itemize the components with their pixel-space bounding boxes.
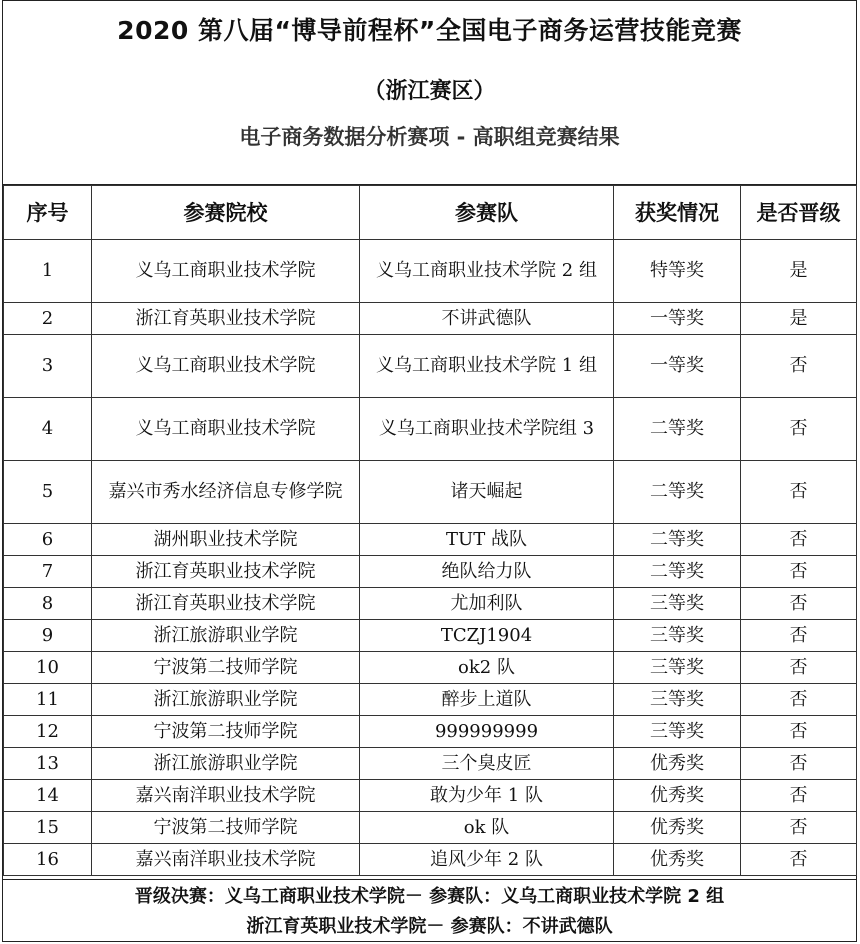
cell-no: 9 [4,620,92,652]
cell-advance: 否 [741,398,857,461]
advancement-line-1: 晋级决赛：义乌工商职业技术学院－ 参赛队：义乌工商职业技术学院 2 组 [134,886,725,907]
cell-school: 宁波第二技师学院 [92,652,360,684]
cell-no: 1 [4,240,92,303]
cell-team: 追风少年 2 队 [360,844,614,876]
cell-award: 三等奖 [614,716,741,748]
cell-advance: 否 [741,684,857,716]
cell-school: 浙江旅游职业学院 [92,748,360,780]
cell-advance: 否 [741,588,857,620]
cell-award: 优秀奖 [614,844,741,876]
cell-school: 宁波第二技师学院 [92,716,360,748]
cell-team: ok2 队 [360,652,614,684]
region-subtitle: （浙江赛区） [363,79,496,104]
cell-team: 敢为少年 1 队 [360,780,614,812]
table-body [4,240,857,876]
cell-no: 7 [4,556,92,588]
table-row [4,240,857,303]
cell-advance: 否 [741,652,857,684]
cell-school: 宁波第二技师学院 [92,812,360,844]
column-header-advance: 是否晋级 [741,186,857,240]
cell-school: 浙江育英职业技术学院 [92,556,360,588]
cell-award: 优秀奖 [614,780,741,812]
cell-advance: 是 [741,303,857,335]
cell-no: 6 [4,524,92,556]
cell-advance: 否 [741,556,857,588]
cell-school: 浙江育英职业技术学院 [92,588,360,620]
cell-school: 义乌工商职业技术学院 [92,398,360,461]
cell-school: 义乌工商职业技术学院 [92,335,360,398]
cell-advance: 否 [741,524,857,556]
cell-no: 8 [4,588,92,620]
cell-advance: 否 [741,844,857,876]
table-row [4,303,857,335]
results-sheet [2,0,857,942]
cell-team: 三个臭皮匠 [360,748,614,780]
cell-no: 3 [4,335,92,398]
cell-advance: 否 [741,461,857,524]
column-header-team: 参赛队 [360,186,614,240]
cell-no: 14 [4,780,92,812]
cell-advance: 否 [741,780,857,812]
table-row [4,588,857,620]
cell-award: 三等奖 [614,620,741,652]
cell-no: 16 [4,844,92,876]
cell-team: 999999999 [360,716,614,748]
cell-award: 三等奖 [614,652,741,684]
table-row [4,652,857,684]
table-row [4,812,857,844]
cell-school: 义乌工商职业技术学院 [92,240,360,303]
cell-team: 义乌工商职业技术学院组 3 [360,398,614,461]
cell-award: 优秀奖 [614,748,741,780]
column-header-award: 获奖情况 [614,186,741,240]
page-title: 2020 第八届“博导前程杯”全国电子商务运营技能竞赛 [117,16,742,45]
cell-school: 浙江旅游职业学院 [92,684,360,716]
table-row [4,684,857,716]
cell-award: 二等奖 [614,461,741,524]
table-row [4,716,857,748]
cell-no: 2 [4,303,92,335]
cell-school: 浙江育英职业技术学院 [92,303,360,335]
cell-team: 绝队给力队 [360,556,614,588]
cell-team: 不讲武德队 [360,303,614,335]
cell-school: 嘉兴南洋职业技术学院 [92,780,360,812]
cell-advance: 否 [741,812,857,844]
cell-no: 11 [4,684,92,716]
cell-team: 尤加利队 [360,588,614,620]
table-row [4,398,857,461]
cell-school: 浙江旅游职业学院 [92,620,360,652]
table-row [4,335,857,398]
cell-award: 三等奖 [614,684,741,716]
cell-team: ok 队 [360,812,614,844]
cell-no: 5 [4,461,92,524]
advancement-line-2: 浙江育英职业技术学院－ 参赛队：不讲武德队 [246,916,613,937]
table-row [4,461,857,524]
cell-team: TCZJ1904 [360,620,614,652]
results-table [3,185,857,876]
cell-award: 特等奖 [614,240,741,303]
cell-no: 4 [4,398,92,461]
cell-team: 诸天崛起 [360,461,614,524]
cell-no: 15 [4,812,92,844]
cell-award: 一等奖 [614,303,741,335]
column-header-no: 序号 [4,186,92,240]
table-row [4,844,857,876]
cell-award: 二等奖 [614,556,741,588]
advancement-note [3,879,856,943]
cell-award: 三等奖 [614,588,741,620]
cell-award: 一等奖 [614,335,741,398]
cell-no: 12 [4,716,92,748]
cell-no: 10 [4,652,92,684]
cell-advance: 否 [741,620,857,652]
cell-team: 义乌工商职业技术学院 1 组 [360,335,614,398]
cell-advance: 否 [741,335,857,398]
table-row [4,748,857,780]
column-header-school: 参赛院校 [92,186,360,240]
table-row [4,556,857,588]
event-caption: 电子商务数据分析赛项 - 高职组竞赛结果 [239,125,620,149]
cell-advance: 是 [741,240,857,303]
cell-school: 湖州职业技术学院 [92,524,360,556]
cell-team: 义乌工商职业技术学院 2 组 [360,240,614,303]
cell-award: 优秀奖 [614,812,741,844]
cell-school: 嘉兴市秀水经济信息专修学院 [92,461,360,524]
cell-team: 醉步上道队 [360,684,614,716]
cell-award: 二等奖 [614,398,741,461]
cell-no: 13 [4,748,92,780]
sheet-header [3,1,856,185]
cell-award: 二等奖 [614,524,741,556]
table-row [4,620,857,652]
table-row [4,524,857,556]
cell-school: 嘉兴南洋职业技术学院 [92,844,360,876]
cell-team: TUT 战队 [360,524,614,556]
table-header-row [4,186,857,240]
cell-advance: 否 [741,748,857,780]
table-row [4,780,857,812]
cell-advance: 否 [741,716,857,748]
